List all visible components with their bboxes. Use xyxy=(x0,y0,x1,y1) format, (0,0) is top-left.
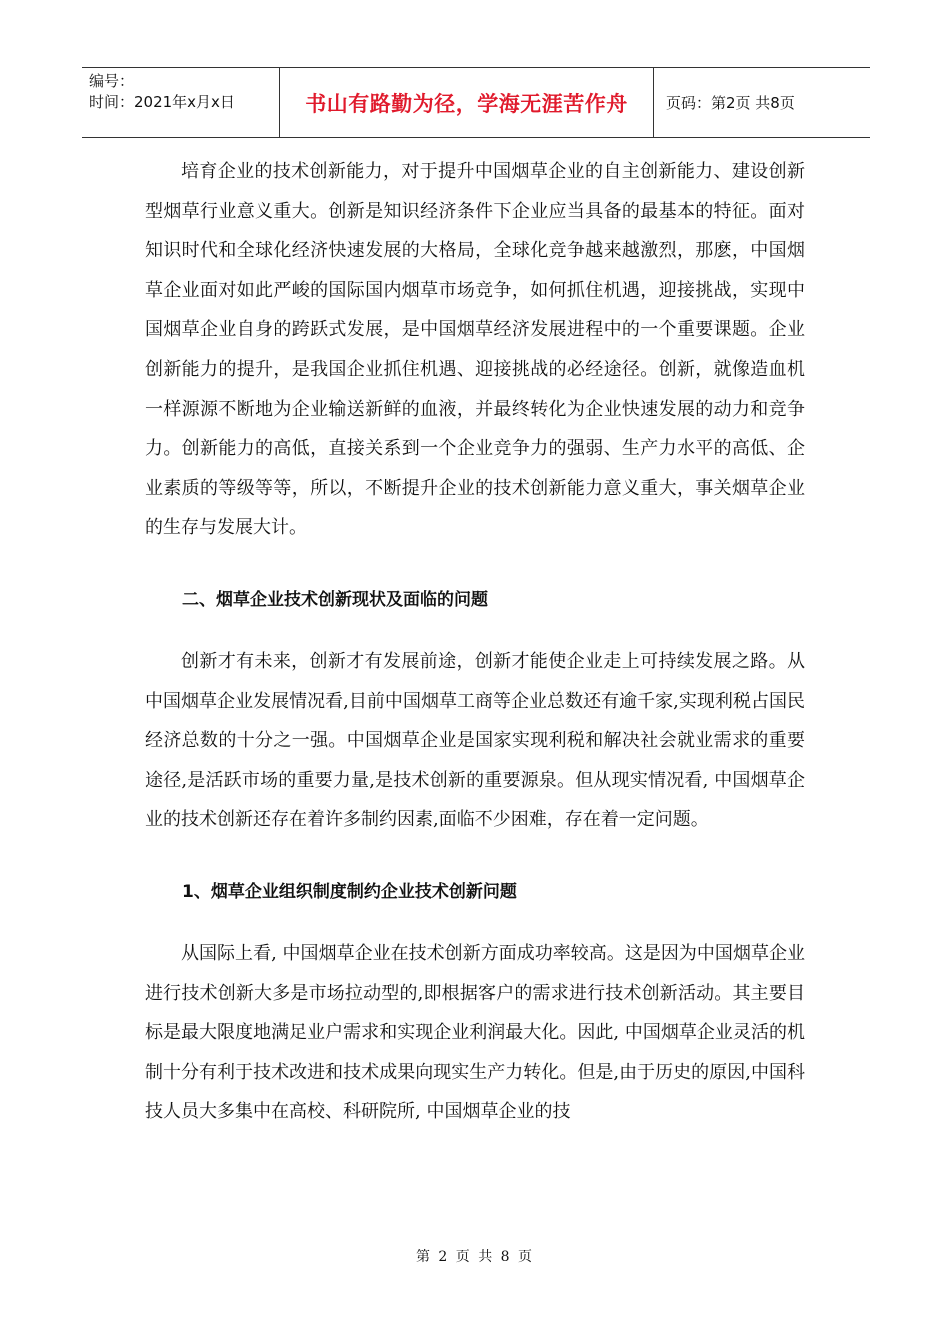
header-meta xyxy=(82,68,280,137)
header-table xyxy=(82,67,870,138)
paragraph-organization: 从国际上看, 中国烟草企业在技术创新方面成功率较高。这是因为中国烟草企业进行技术创新大多是市场拉动型的,即根据客户的需求进行技术创新活动。其主要目标是最大限度地满足业户需求和实现企业利润最大化。因此, 中国烟草企业灵活的机制十分有利于技术改进和技术成果向现实生产力转化。但是,由于历史的原因,中国科技人员大多集中在高校、科研院所, 中国烟草企业的技 xyxy=(145,942,805,1123)
header-motto: 书山有路勤为径，学海无涯苦作舟 xyxy=(280,68,654,137)
date-label: 时间：2021年x月x日 xyxy=(89,93,235,111)
paragraph-status: 创新才有未来，创新才有发展前途，创新才能使企业走上可持续发展之路。从中国烟草企业发展情况看,目前中国烟草工商等企业总数还有逾千家,实现利税占国民经济总数的十分之一强。中国烟草企业是国家实现利税和解决社会就业需求的重要途径,是活跃市场的重要力量,是技术创新的重要源泉。但从现实情况看, 中国烟草企业的技术创新还存在着许多制约因素,面临不少困难，存在着一定问题。 xyxy=(145,650,805,831)
section-heading-2-1: 1、烟草企业组织制度制约企业技术创新问题 xyxy=(182,881,517,902)
page-footer: 第 2 页 共 8 页 xyxy=(415,1249,535,1265)
paragraph-intro: 培育企业的技术创新能力，对于提升中国烟草企业的自主创新能力、建设创新型烟草行业意义重大。创新是知识经济条件下企业应当具备的最基本的特征。面对知识时代和全球化经济快速发展的大格局，全球化竞争越来越激烈，那麽，中国烟草企业面对如此严峻的国际国内烟草市场竞争，如何抓住机遇，迎接挑战，实现中国烟草企业自身的跨跃式发展，是中国烟草经济发展进程中的一个重要课题。企业创新能力的提升，是我国企业抓住机遇、迎接挑战的必经途径。创新，就像造血机一样源源不断地为企业输送新鲜的血液，并最终转化为企业快速发展的动力和竞争力。创新能力的高低，直接关系到一个企业竞争力的强弱、生产力水平的高低、企业素质的等级等等，所以，不断提升企业的技术创新能力意义重大，事关烟草企业的生存与发展大计。 xyxy=(145,161,805,539)
number-label: 编号： xyxy=(89,72,135,90)
section-heading-2: 二、烟草企业技术创新现状及面临的问题 xyxy=(182,589,488,610)
document-body xyxy=(145,152,805,1132)
header-page-info: 页码：第2页 共8页 xyxy=(666,94,795,112)
